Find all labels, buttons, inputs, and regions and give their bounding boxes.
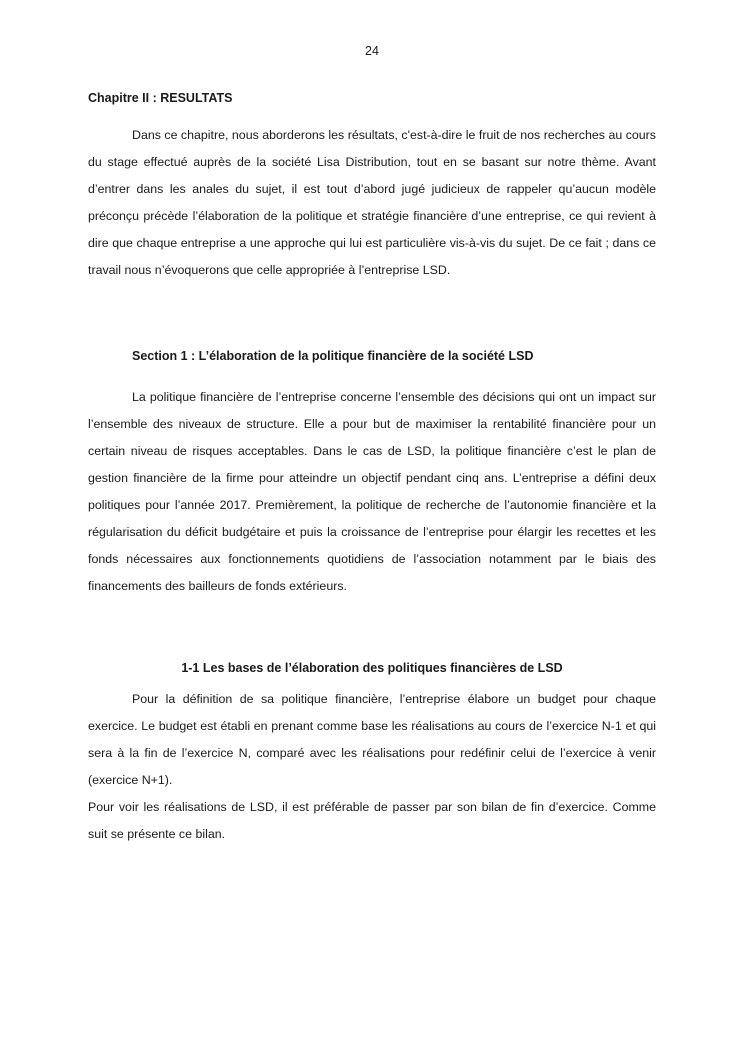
closing-paragraph: Pour voir les réalisations de LSD, il est préférable de passer par son bilan de fin d’exercice. Comme suit se présente ce bilan. bbox=[88, 800, 656, 841]
subsection-1-1-heading: 1-1 Les bases de l’élaboration des politiques financières de LSD bbox=[181, 661, 563, 675]
intro-paragraph: Dans ce chapitre, nous aborderons les résultats, c'est-à-dire le fruit de nos recherches au cours du stage effectué auprès de la société Lisa Distribution, tout en se basant sur notre thème. Avant d’entrer dans les anales du sujet, il est tout d’abord jugé judicieux de rappeler qu’aucun modèle préconçu précède l’élaboration de la politique et stratégie financière d’une entreprise, ce qui revient à dire que chaque entreprise a une approche qui lui est particulière vis-à-vis du sujet. De ce fait ; dans ce travail nous n’évoquerons que celle appropriée à l’entreprise LSD. bbox=[88, 128, 656, 277]
section-1-paragraph: La politique financière de l’entreprise concerne l’ensemble des décisions qui ont un impact sur l’ensemble des niveaux de structure. Elle a pour but de maximiser la rentabilité financière pour un certain niveau de risques acceptables. Dans le cas de LSD, la politique financière c’est le plan de gestion financière de la firme pour atteindre un objectif pendant cinq ans. L’entreprise a défini deux politiques pour l’année 2017. Premièrement, la politique de recherche de l’autonomie financière et la régularisation du déficit budgétaire et puis la croissance de l’entreprise pour élargir les recettes et les fonds nécessaires aux fonctionnements quotidiens de l’association notamment par le biais des financements des bailleurs de fonds extérieurs. bbox=[88, 390, 656, 593]
section-1-heading: Section 1 : L’élaboration de la politique financière de la société LSD bbox=[132, 349, 534, 363]
subsection-1-1-paragraph: Pour la définition de sa politique financière, l’entreprise élabore un budget pour chaque exercice. Le budget est établi en prenant comme base les réalisations au cours de l’exercice N-1 et qui sera à la fin de l’exercice N, comparé avec les réalisations pour redéfinir celui de l’exercice à venir (exercice N+1). bbox=[88, 692, 656, 787]
chapter-title: Chapitre II : RESULTATS bbox=[88, 91, 233, 105]
page-number: 24 bbox=[365, 44, 379, 58]
